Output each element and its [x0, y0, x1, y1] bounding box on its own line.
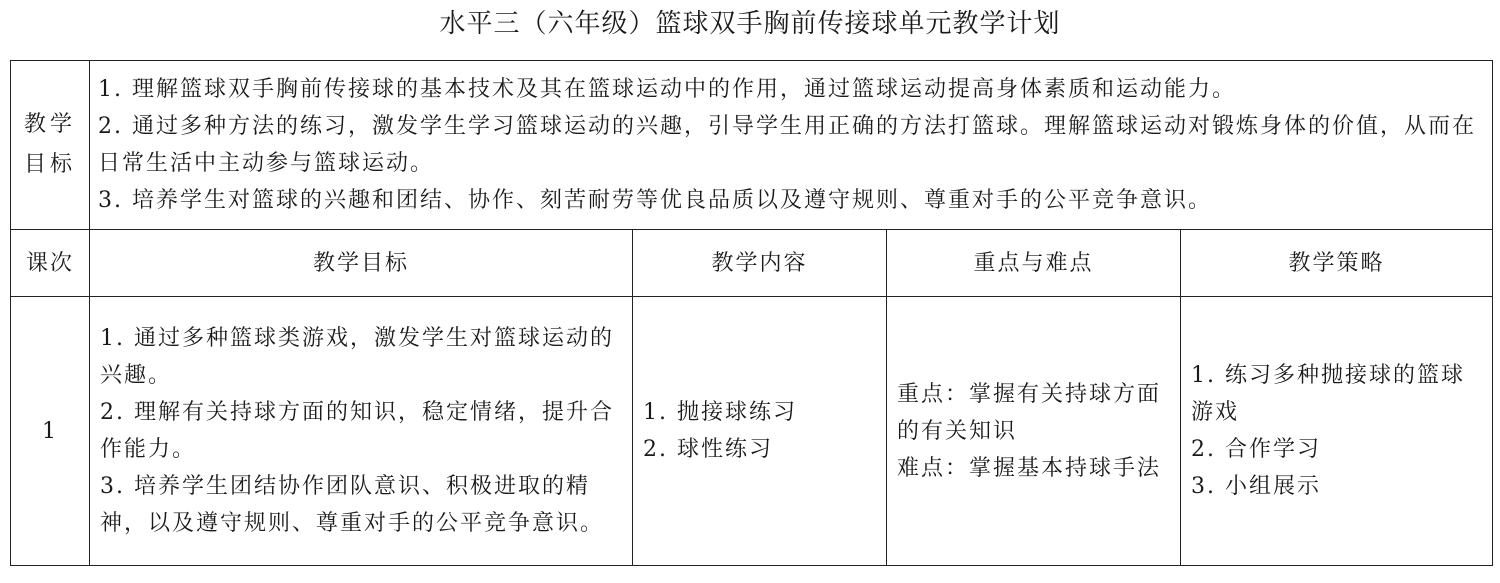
lesson-strategy-item: 1. 练习多种抛接球的篮球游戏: [1191, 363, 1465, 425]
lesson-goal-item: 2. 理解有关持球方面的知识，稳定情绪，提升合作能力。: [100, 400, 614, 462]
lesson-key-point: 重点：掌握有关持球方面的有关知识: [897, 381, 1162, 444]
column-header-goals: 教学目标: [90, 230, 633, 297]
lesson-content-item: 1. 抛接球练习: [643, 400, 797, 425]
objectives-label: 教学目标: [11, 61, 90, 230]
column-header-strategies: 教学策略: [1181, 230, 1493, 297]
lesson-key-points: [887, 297, 1181, 566]
table-header-row: [11, 230, 1493, 297]
column-header-content: 教学内容: [633, 230, 887, 297]
lesson-difficulty: 难点：掌握基本持球手法: [897, 455, 1162, 481]
unit-objectives-row: [11, 61, 1493, 230]
lesson-strategies: [1181, 297, 1493, 566]
lesson-goal-item: 1. 通过多种篮球类游戏，激发学生对篮球运动的兴趣。: [100, 326, 614, 388]
lesson-strategy-item: 3. 小组展示: [1191, 474, 1321, 499]
unit-objective-item: 3. 培养学生对篮球的兴趣和团结、协作、刻苦耐劳等优良品质以及遵守规则、尊重对手的公平竞争意识。: [98, 188, 1212, 213]
lesson-content: [633, 297, 887, 566]
column-header-lesson: 课次: [11, 230, 90, 297]
lesson-content-item: 2. 球性练习: [643, 437, 773, 462]
column-header-key-points: 重点与难点: [887, 230, 1181, 297]
table-row: [11, 297, 1493, 566]
unit-objective-item: 2. 通过多种方法的练习，激发学生学习篮球运动的兴趣，引导学生用正确的方法打篮球。理解篮球运动对锻炼身体的价值，从而在日常生活中主动参与篮球运动。: [98, 114, 1476, 176]
lesson-strategy-item: 2. 合作学习: [1191, 437, 1321, 462]
teaching-plan-table: [10, 60, 1493, 566]
lesson-number: 1: [11, 297, 90, 566]
lesson-goal-item: 3. 培养学生团结协作团队意识、积极进取的精神，以及遵守规则、尊重对手的公平竞争意识。: [100, 474, 605, 536]
unit-objectives: [90, 61, 1493, 230]
lesson-goals: [90, 297, 633, 566]
page-title: 水平三（六年级）篮球双手胸前传接球单元教学计划: [439, 9, 1061, 39]
unit-objective-item: 1. 理解篮球双手胸前传接球的基本技术及其在篮球运动中的作用，通过篮球运动提高身体素质和运动能力。: [98, 77, 1236, 102]
